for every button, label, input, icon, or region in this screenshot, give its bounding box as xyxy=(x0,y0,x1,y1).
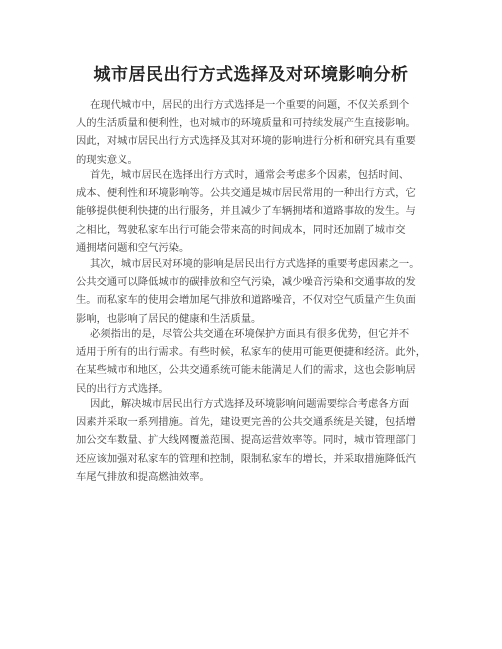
paragraph-5 xyxy=(76,395,436,486)
paragraph-line: 因此，解决城市居民出行方式选择及环境影响问题需要综合考虑各方面 xyxy=(90,398,410,410)
paragraph-line: 在某些城市和地区，公共交通系统可能未能满足人们的需求，这也会影响居 xyxy=(76,364,416,377)
paragraph-line: 生。而私家车的使用会增加尾气排放和道路噪音，不仅对空气质量产生负面 xyxy=(76,294,416,307)
paragraph-line: 必须指出的是，尽管公共交通在环境保护方面具有很多优势，但它并不 xyxy=(90,328,410,340)
paragraph-line: 适用于所有的出行需求。有些时候，私家车的使用可能更便捷和经济。此外， xyxy=(76,346,427,359)
paragraph-line: 的现实意义。 xyxy=(76,153,138,166)
paragraph-2 xyxy=(76,166,436,257)
paragraph-line: 公共交通可以降低城市的碳排放和空气污染，减少噪音污染和交通事故的发 xyxy=(76,276,416,289)
paragraph-line: 通拥堵问题和空气污染。 xyxy=(76,241,190,254)
paragraph-line: 影响，也影响了居民的健康和生活质量。 xyxy=(76,312,262,325)
paragraph-line: 车尾气排放和提高燃油效率。 xyxy=(76,470,210,483)
paragraph-line: 成本、便利性和环境影响等。公共交通是城市居民常用的一种出行方式，它 xyxy=(76,187,416,200)
paragraph-line: 因此，对城市居民出行方式选择及其对环境的影响进行分析和研究具有重要 xyxy=(76,135,416,148)
paragraph-line: 加公交车数量、扩大线网覆盖范围、提高运营效率等。同时，城市管理部门 xyxy=(76,434,416,447)
paragraph-3 xyxy=(76,255,436,328)
paragraph-line: 民的出行方式选择。 xyxy=(76,382,169,395)
paragraph-line: 首先，城市居民在选择出行方式时，通常会考虑多个因素，包括时间、 xyxy=(90,169,410,181)
paragraph-line: 还应该加强对私家车的管理和控制，限制私家车的增长，并采取措施降低汽 xyxy=(76,452,416,465)
document-title: 城市居民出行方式选择及对环境影响分析 xyxy=(93,65,409,85)
paragraph-line: 在现代城市中，居民的出行方式选择是一个重要的问题，不仅关系到个 xyxy=(90,99,410,111)
paragraph-line: 能够提供便利快捷的出行服务，并且减少了车辆拥堵和道路事故的发生。与 xyxy=(76,205,416,218)
paragraph-line: 人的生活质量和便利性，也对城市的环境质量和可持续发展产生直接影响。 xyxy=(76,117,416,130)
paragraph-line: 因素并采取一系列措施。首先，建设更完善的公共交通系统是关键，包括增 xyxy=(76,416,416,429)
paragraph-line: 之相比，驾驶私家车出行可能会带来高的时间成本，同时还加剧了城市交 xyxy=(76,223,406,236)
paragraph-4 xyxy=(76,325,436,398)
paragraph-line: 其次，城市居民对环境的影响是居民出行方式选择的重要考虑因素之一。 xyxy=(90,258,420,270)
paragraph-1 xyxy=(76,96,436,169)
